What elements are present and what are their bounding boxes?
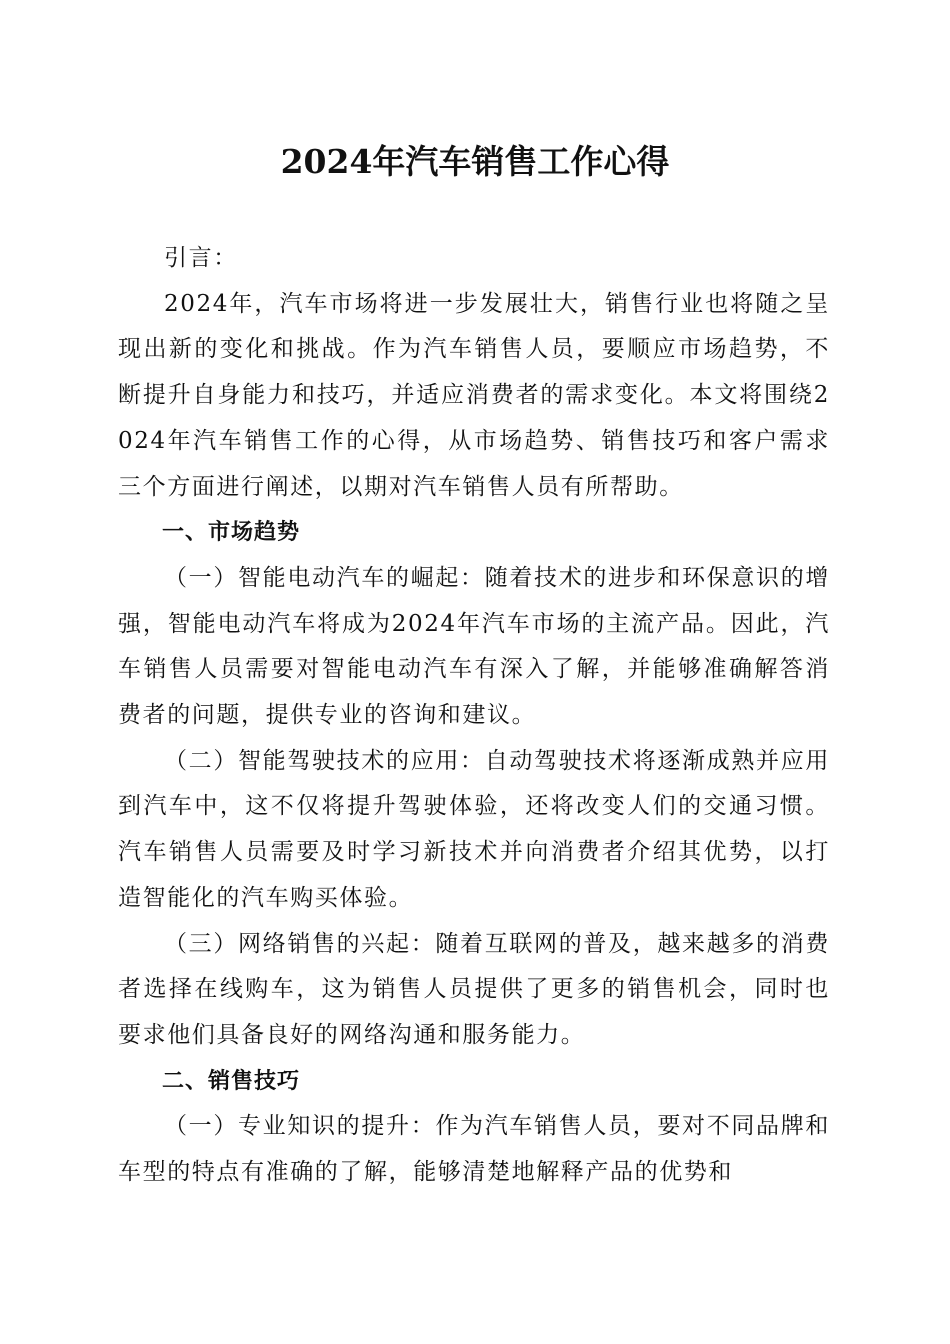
document-body	[118, 236, 830, 1196]
market-trend-paragraph-1: （一）智能电动汽车的崛起：随着技术的进步和环保意识的增强，智能电动汽车将成为2024年汽车市场的主流产品。因此，汽车销售人员需要对智能电动汽车有深入了解，并能够准确解答消费者的问题，提供专业的咨询和建议。	[118, 564, 830, 729]
section-heading-sales-skills: 二、销售技巧	[162, 1068, 301, 1094]
sales-skill-paragraph-1: （一）专业知识的提升：作为汽车销售人员，要对不同品牌和车型的特点有准确的了解，能够清楚地解释产品的优势和	[118, 1113, 830, 1186]
document-title: 2024年汽车销售工作心得	[280, 142, 670, 181]
market-trend-paragraph-2: （二）智能驾驶技术的应用：自动驾驶技术将逐渐成熟并应用到汽车中，这不仅将提升驾驶体验，还将改变人们的交通习惯。汽车销售人员需要及时学习新技术并向消费者介绍其优势，以打造智能化的汽车购买体验。	[118, 747, 830, 911]
intro-label: 引言：	[164, 245, 238, 271]
intro-paragraph: 2024年，汽车市场将进一步发展壮大，销售行业也将随之呈现出新的变化和挑战。作为汽车销售人员，要顺应市场趋势，不断提升自身能力和技巧，并适应消费者的需求变化。本文将围绕2024年汽车销售工作的心得，从市场趋势、销售技巧和客户需求三个方面进行阐述，以期对汽车销售人员有所帮助。	[118, 290, 830, 500]
market-trend-paragraph-3: （三）网络销售的兴起：随着互联网的普及，越来越多的消费者选择在线购车，这为销售人员提供了更多的销售机会，同时也要求他们具备良好的网络沟通和服务能力。	[118, 930, 830, 1048]
section-heading-market-trends: 一、市场趋势	[162, 520, 301, 546]
